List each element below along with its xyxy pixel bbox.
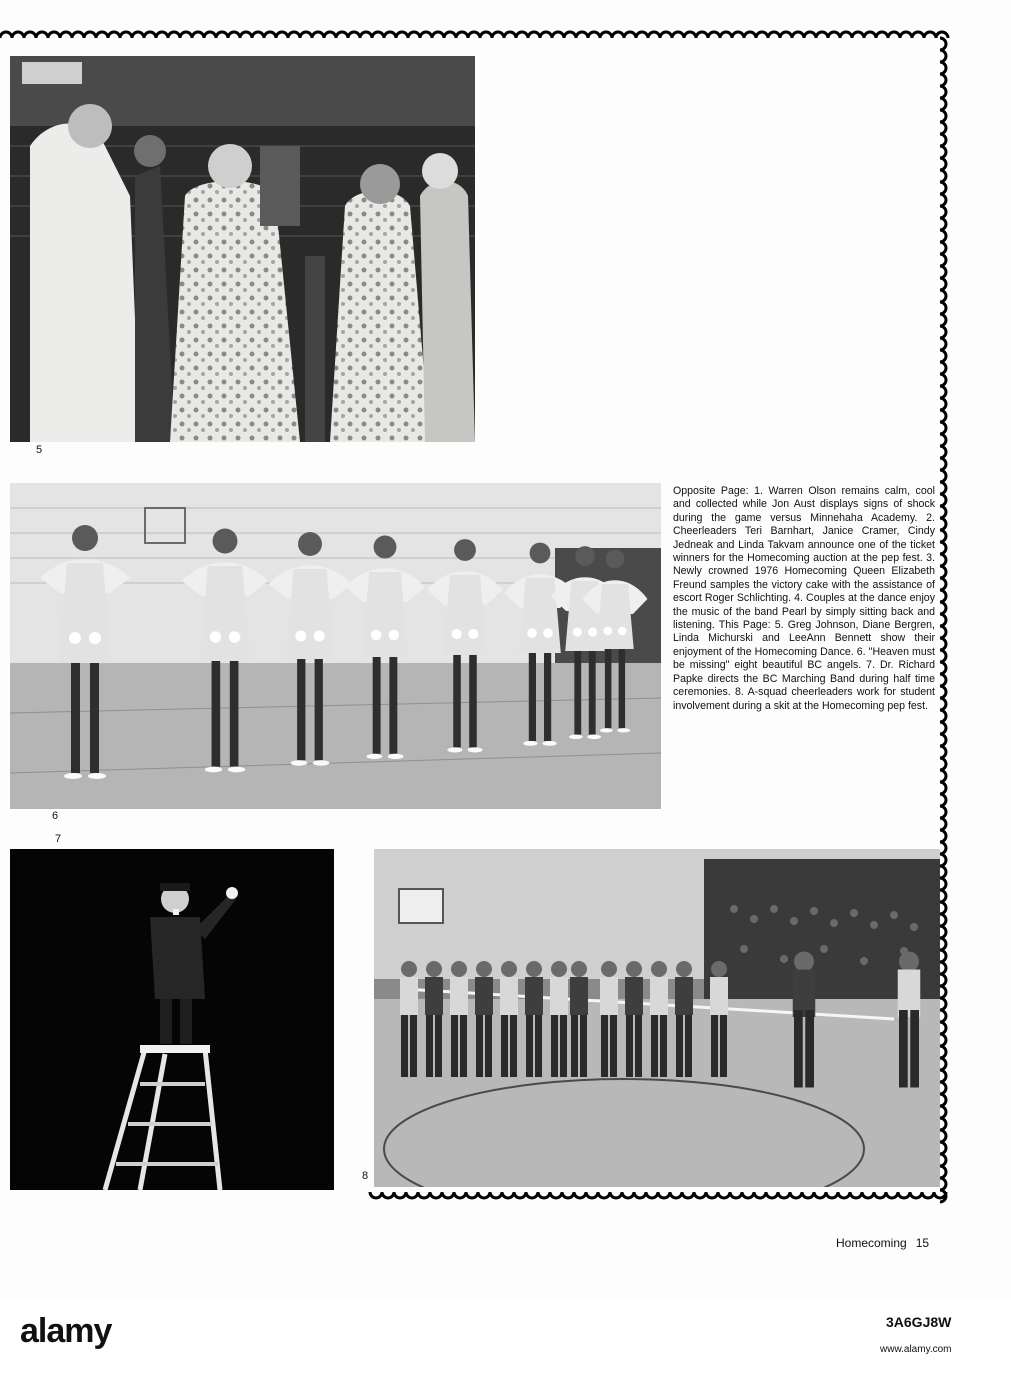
photo-caption: Opposite Page: 1. Warren Olson remains calm, cool and collected while Jon Aust displays signs of shock during the game versus Minnehaha Academy. 2. Cheerleaders Teri Barnhart, Janice Cramer, Cindy Jedneak and Linda Takvam announce one of the ticket winners for the Homecoming auction at the pep fest. 3. Newly crowned 1976 Homecoming Queen Elizabeth Freund samples the victory cake with the assistance of escort Roger Schlichting. 4. Couples at the dance enjoy the music of the band Pearl by simply sitting back and listening. This Page: 5. Greg Johnson, Diane Bergren, Linda Michurski and LeeAnn Bennett show their enjoyment of the Homecoming Dance. 6. "Heaven must be missing" eight beautiful BC angels. 7. Dr. Richard Papke directs the BC Marching Band during half time ceremonies. 8. A-squad cheerleaders work for student involvement during a skit at the Homecoming pep fest.	[673, 485, 935, 712]
watermark-url: www.alamy.com	[880, 1344, 952, 1355]
photo-number-5: 5	[36, 444, 43, 456]
page-footer	[836, 1236, 929, 1250]
photo-number-8: 8	[362, 1170, 369, 1182]
watermark-band	[0, 1300, 1011, 1390]
photo-7-band-director	[10, 849, 334, 1190]
photo-8-pep-fest-skit	[374, 849, 940, 1187]
photo-number-7: 7	[55, 833, 62, 845]
photo-number-6: 6	[52, 810, 59, 822]
section-title: Homecoming	[836, 1236, 907, 1250]
photo-6-angels	[10, 483, 661, 809]
watermark-logo: alamy	[20, 1312, 112, 1350]
photo-5-dance-couples	[10, 56, 475, 442]
page-number: 15	[915, 1236, 930, 1250]
watermark-image-id: 3A6GJ8W	[886, 1314, 952, 1330]
